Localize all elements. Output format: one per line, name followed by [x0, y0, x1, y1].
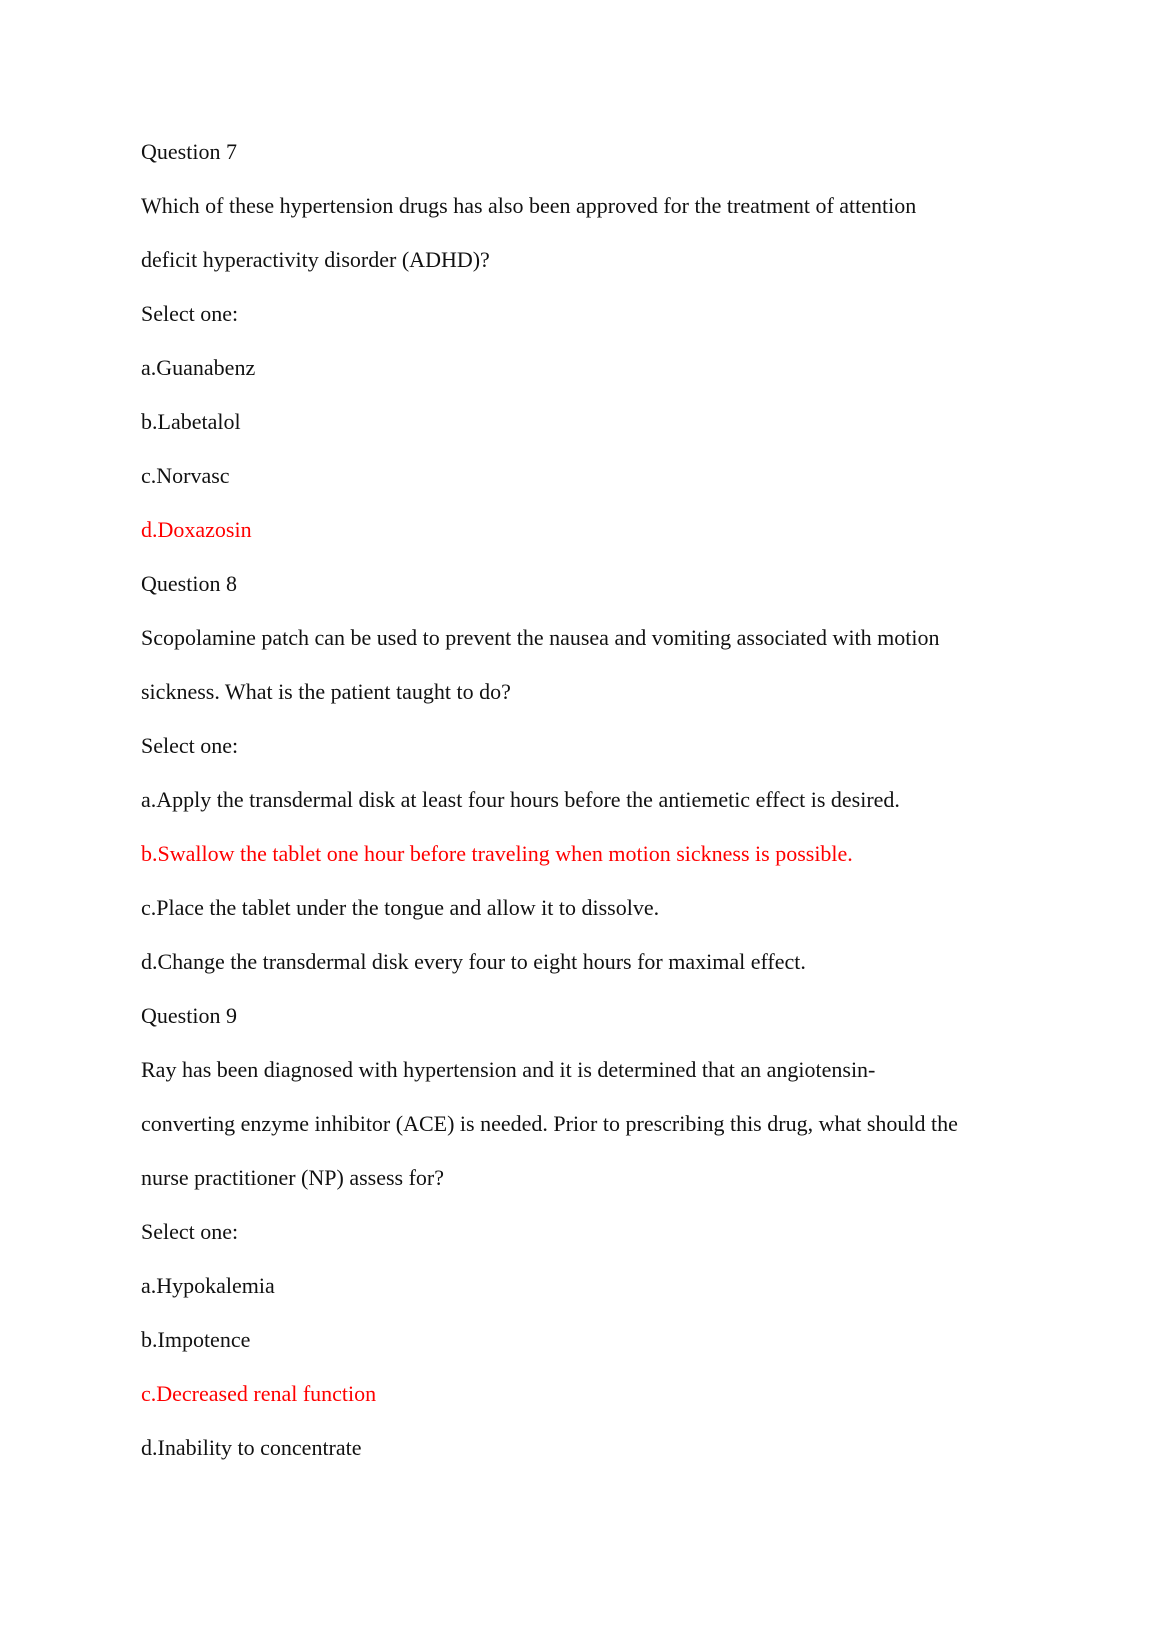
option-d: d.Inability to concentrate — [141, 1435, 362, 1460]
question-text-line: deficit hyperactivity disorder (ADHD)? — [141, 247, 490, 272]
question-text-line: converting enzyme inhibitor (ACE) is needed. Prior to prescribing this drug, what should the — [141, 1111, 958, 1136]
question-9 — [141, 1000, 1041, 1486]
question-text-line: nurse practitioner (NP) assess for? — [141, 1165, 445, 1190]
question-heading: Question 8 — [141, 571, 237, 596]
question-7 — [141, 136, 1041, 568]
question-text-line: Scopolamine patch can be used to prevent the nausea and vomiting associated with motion — [141, 625, 940, 650]
option-d-correct-answer: d.Doxazosin — [141, 517, 252, 542]
option-b: b.Impotence — [141, 1327, 251, 1352]
select-prompt: Select one: — [141, 1219, 239, 1244]
question-heading: Question 9 — [141, 1003, 237, 1028]
option-b: b.Labetalol — [141, 409, 241, 434]
option-a: a.Apply the transdermal disk at least four hours before the antiemetic effect is desired. — [141, 787, 900, 812]
select-prompt: Select one: — [141, 301, 239, 326]
question-8 — [141, 568, 1041, 1000]
option-c: c.Place the tablet under the tongue and allow it to dissolve. — [141, 895, 660, 920]
option-b-correct-answer: b.Swallow the tablet one hour before traveling when motion sickness is possible. — [141, 841, 853, 866]
option-c-correct-answer: c.Decreased renal function — [141, 1381, 377, 1406]
select-prompt: Select one: — [141, 733, 239, 758]
question-text-line: sickness. What is the patient taught to do? — [141, 679, 511, 704]
question-text-line: Which of these hypertension drugs has also been approved for the treatment of attention — [141, 193, 917, 218]
question-list — [141, 136, 1041, 1486]
question-heading: Question 7 — [141, 139, 237, 164]
option-d: d.Change the transdermal disk every four to eight hours for maximal effect. — [141, 949, 806, 974]
question-text-line: Ray has been diagnosed with hypertension and it is determined that an angiotensin- — [141, 1057, 876, 1082]
option-a: a.Guanabenz — [141, 355, 256, 380]
option-c: c.Norvasc — [141, 463, 230, 488]
option-a: a.Hypokalemia — [141, 1273, 275, 1298]
